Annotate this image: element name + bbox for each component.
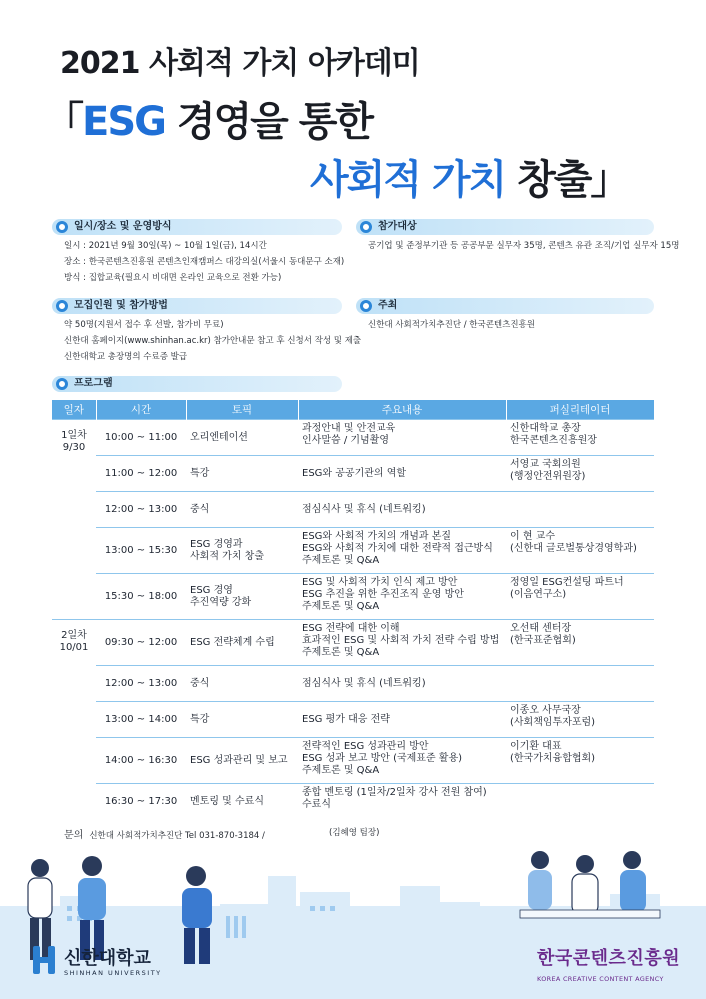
content-line: 점심식사 및 휴식 (네트워킹)	[302, 677, 426, 689]
target-text: 공기업 및 준정부기관 등 공공부문 실무자 35명, 콘텐츠 유관 조직/기업 실무자 15명	[368, 241, 680, 251]
facilitator-cell	[506, 784, 654, 820]
content-line: 주제토론 및 Q&A	[302, 555, 380, 566]
content-line: 주제토론 및 Q&A	[302, 765, 380, 776]
people-illustration-right	[520, 851, 660, 918]
shinhan-logo-korean: 신한대학교	[64, 948, 151, 969]
time-cell: 13:00 ~ 14:00	[96, 702, 186, 738]
title-social-value: 사회적 가치	[310, 157, 506, 203]
time-cell: 10:00 ~ 11:00	[96, 420, 186, 456]
topic-line: 특강	[190, 713, 210, 725]
facilitator-line: 오선태 센터장	[510, 623, 572, 634]
header-time: 시간	[96, 400, 186, 420]
content-cell	[298, 702, 506, 738]
facilitator-line: 정영일 ESG컨설팅 파트너	[510, 577, 624, 588]
topic-line: 중식	[190, 503, 210, 515]
facilitator-cell	[506, 420, 654, 456]
topic-cell	[186, 456, 298, 492]
facilitator-cell	[506, 456, 654, 492]
content-line: 주제토론 및 Q&A	[302, 601, 380, 612]
facilitator-cell	[506, 528, 654, 574]
bullet-icon	[56, 221, 68, 233]
content-line: 인사말씀 / 기념촬영	[302, 435, 390, 446]
topic-cell	[186, 492, 298, 528]
contact-name: (김혜영 팀장)	[329, 828, 380, 838]
title-bracket-open: 「	[44, 99, 82, 145]
table-row	[52, 574, 654, 620]
content-line: 전략적인 ESG 성과관리 방안	[302, 741, 429, 752]
facilitator-line: 서영교 국회의원	[510, 459, 581, 470]
content-line: 수료식	[302, 799, 331, 810]
day-date: 9/30	[62, 442, 86, 453]
schedule-date: 일시 : 2021년 9월 30일(목) ~ 10월 1일(금), 14시간	[64, 241, 267, 251]
facilitator-line: (신한대 글로벌통상경영학과)	[510, 543, 637, 554]
shinhan-logo-icon	[30, 944, 58, 976]
time-cell: 15:30 ~ 18:00	[96, 574, 186, 620]
facilitator-line: 신한대학교 총장	[510, 423, 581, 434]
day-cell	[52, 620, 96, 820]
table-row	[52, 738, 654, 784]
content-cell	[298, 666, 506, 702]
table-row	[52, 456, 654, 492]
content-line: ESG 전략에 대한 이해	[302, 623, 400, 634]
time-cell: 09:30 ~ 12:00	[96, 620, 186, 666]
title-line-3-rest: 창출」	[505, 157, 629, 203]
kocca-logo	[537, 944, 680, 983]
time-cell: 12:00 ~ 13:00	[96, 666, 186, 702]
topic-cell	[186, 784, 298, 820]
section-program-title: 프로그램	[74, 378, 113, 389]
header-facilitator: 퍼실리테이터	[506, 400, 654, 420]
topic-line: ESG 경영과	[190, 538, 243, 550]
recruit-certificate: 신한대학교 총장명의 수료증 발급	[64, 352, 188, 362]
content-cell	[298, 574, 506, 620]
section-recruit-label	[52, 298, 342, 314]
facilitator-line: (이음연구소)	[510, 589, 567, 600]
topic-cell	[186, 666, 298, 702]
kocca-logo-korean: 한국콘텐츠진흥원	[537, 948, 681, 969]
facilitator-cell	[506, 738, 654, 784]
title-esg: ESG	[82, 99, 165, 145]
recruit-count: 약 50명(지원서 접수 후 선발, 참가비 무료)	[64, 320, 224, 330]
topic-line: ESG 전략체계 수립	[190, 636, 275, 648]
content-cell	[298, 784, 506, 820]
schedule-method: 방식 : 집합교육(필요시 비대면 온라인 교육으로 전환 가능)	[64, 273, 282, 283]
content-line: ESG 평가 대응 전략	[302, 713, 390, 725]
facilitator-line: (행정안전위원장)	[510, 471, 586, 482]
facilitator-cell	[506, 492, 654, 528]
contact-line	[64, 826, 265, 841]
table-row	[52, 420, 654, 456]
content-cell	[298, 420, 506, 456]
topic-cell	[186, 620, 298, 666]
topic-cell	[186, 420, 298, 456]
content-cell	[298, 620, 506, 666]
facilitator-line: (사회책임투자포럼)	[510, 717, 596, 728]
title-line-2	[44, 90, 372, 147]
table-row	[52, 620, 654, 666]
content-cell	[298, 528, 506, 574]
header-date: 일자	[52, 400, 96, 420]
section-host-title: 주최	[378, 300, 398, 311]
content-line: 효과적인 ESG 및 사회적 가치 전략 수립 방법	[302, 635, 500, 646]
facilitator-cell	[506, 666, 654, 702]
topic-line: ESG 경영	[190, 584, 233, 596]
day-label: 2일차	[61, 630, 87, 641]
title-line-1: 2021 사회적 가치 아카데미	[60, 46, 420, 81]
topic-line: 특강	[190, 467, 210, 479]
table-row	[52, 666, 654, 702]
content-line: 주제토론 및 Q&A	[302, 647, 380, 658]
bullet-icon	[56, 300, 68, 312]
day-cell	[52, 420, 96, 620]
content-line: ESG 추진을 위한 추진조직 운영 방안	[302, 589, 464, 600]
section-target-title: 참가대상	[378, 221, 417, 232]
bullet-icon	[360, 221, 372, 233]
table-row	[52, 702, 654, 738]
facilitator-line: (한국표준협회)	[510, 635, 576, 646]
facilitator-cell	[506, 702, 654, 738]
day-date: 10/01	[59, 642, 89, 653]
table-header-row	[52, 400, 654, 420]
time-cell: 11:00 ~ 12:00	[96, 456, 186, 492]
section-target-label	[356, 219, 654, 235]
facilitator-line: (한국가치융합협회)	[510, 753, 596, 764]
facilitator-cell	[506, 574, 654, 620]
topic-cell	[186, 574, 298, 620]
content-cell	[298, 492, 506, 528]
bullet-icon	[56, 378, 68, 390]
topic-line: 중식	[190, 677, 210, 689]
section-recruit-title: 모집인원 및 참가방법	[74, 300, 168, 311]
contact-text: 신한대 사회적가치추진단 Tel 031-870-3184 /	[89, 831, 265, 841]
section-host-label	[356, 298, 654, 314]
program-table	[52, 400, 655, 820]
table-row	[52, 492, 654, 528]
kocca-logo-english: KOREA CREATIVE CONTENT AGENCY	[537, 975, 664, 983]
content-line: 점심식사 및 휴식 (네트워킹)	[302, 503, 426, 515]
time-cell: 16:30 ~ 17:30	[96, 784, 186, 820]
topic-line: 사회적 가치 창출	[190, 550, 264, 562]
facilitator-cell	[506, 620, 654, 666]
content-line: ESG와 공공기관의 역할	[302, 467, 407, 479]
time-cell: 14:00 ~ 16:30	[96, 738, 186, 784]
content-line: 종합 멘토링 (1일차/2일차 강사 전원 참여)	[302, 787, 487, 798]
time-cell: 13:00 ~ 15:30	[96, 528, 186, 574]
schedule-place: 장소 : 한국콘텐츠진흥원 콘텐츠인재캠퍼스 대강의실(서울시 동대문구 소재)	[64, 257, 345, 267]
facilitator-line: 이 현 교수	[510, 531, 555, 542]
topic-cell	[186, 702, 298, 738]
host-text: 신한대 사회적가치추진단 / 한국콘텐츠진흥원	[368, 320, 535, 330]
content-line: ESG 성과 보고 방안 (국제표준 활용)	[302, 753, 463, 764]
facilitator-line: 이기환 대표	[510, 741, 562, 752]
content-line: 과정안내 및 안전교육	[302, 423, 396, 434]
topic-line: 멘토링 및 수료식	[190, 795, 264, 807]
table-row	[52, 784, 654, 820]
content-cell	[298, 738, 506, 784]
content-line: ESG와 사회적 가치에 대한 전략적 접근방식	[302, 543, 493, 554]
topic-cell	[186, 738, 298, 784]
header-topic: 토픽	[186, 400, 298, 420]
title-line-3	[310, 148, 628, 205]
content-line: ESG 및 사회적 가치 인식 제고 방안	[302, 577, 458, 588]
section-schedule-label	[52, 219, 342, 235]
section-schedule-title: 일시/장소 및 운영방식	[74, 221, 172, 232]
header-content: 주요내용	[298, 400, 506, 420]
shinhan-logo-english: SHINHAN UNIVERSITY	[64, 969, 162, 977]
section-program-label	[52, 376, 342, 392]
bullet-icon	[360, 300, 372, 312]
topic-line: ESG 성과관리 및 보고	[190, 754, 288, 766]
table-row	[52, 528, 654, 574]
title-line-2-rest: 경영을 통한	[164, 99, 373, 145]
time-cell: 12:00 ~ 13:00	[96, 492, 186, 528]
content-cell	[298, 456, 506, 492]
facilitator-line: 한국콘텐츠진흥원장	[510, 435, 597, 446]
topic-line: 추진역량 강화	[190, 596, 252, 608]
facilitator-line: 이종오 사무국장	[510, 705, 581, 716]
content-line: ESG와 사회적 가치의 개념과 본질	[302, 531, 452, 542]
topic-cell	[186, 528, 298, 574]
topic-line: 오리엔테이션	[190, 431, 248, 443]
recruit-method: 신한대 홈페이지(www.shinhan.ac.kr) 참가안내문 참고 후 신청서 작성 및 제출	[64, 336, 362, 346]
day-label: 1일차	[61, 430, 87, 441]
contact-lead: 문의	[64, 830, 84, 841]
